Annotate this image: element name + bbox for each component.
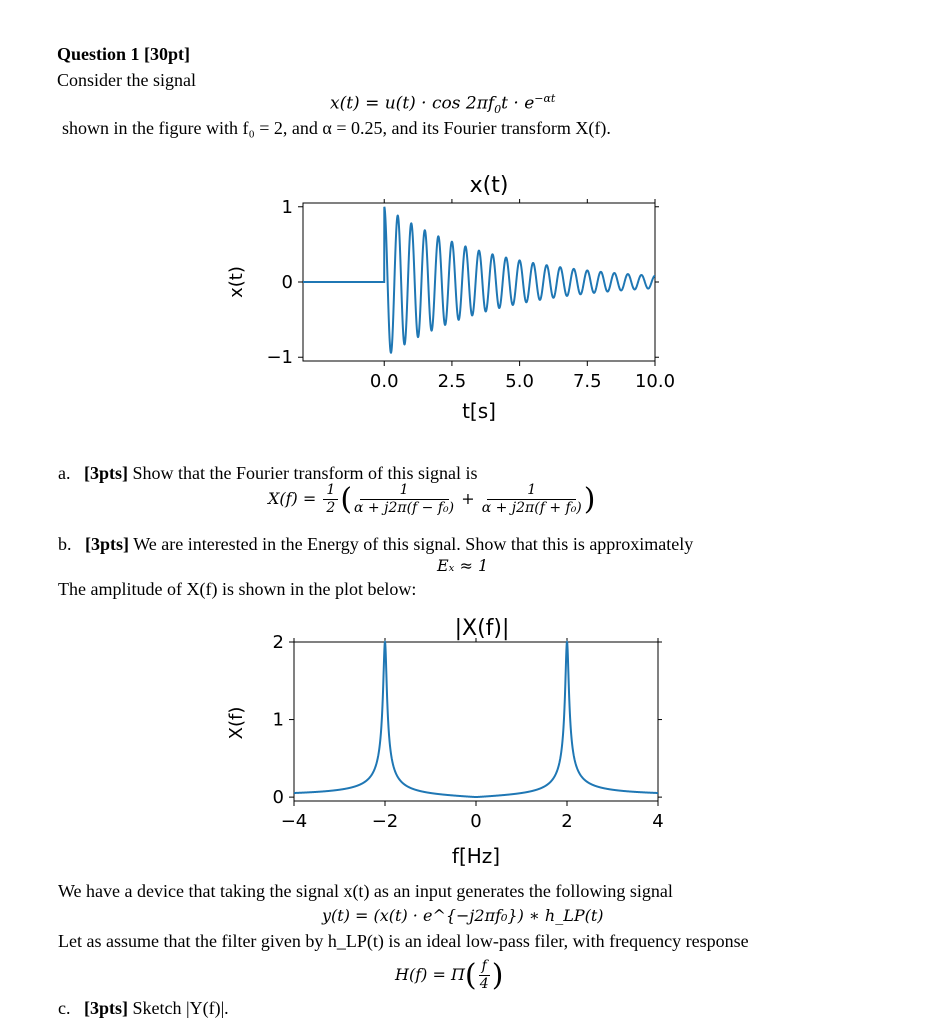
plot-frame [294,642,658,801]
chart-title: x(t) [469,173,509,198]
part-c: c. [3pts] Sketch |Y(f)|. [58,998,229,1018]
x-tick-label: 0 [470,811,482,832]
y-axis-label: x(t) [226,266,247,298]
y-tick-label: 0 [281,272,293,293]
signal-line [303,207,655,353]
shown-text: shown in the figure with f₀ = 2, and α = 0.25, and its Fourier transform X(f). [62,118,611,138]
question-title: Question 1 [30pt] [57,44,191,64]
output-equation: y(t) = (x(t) · e^{−j2πf₀}) ∗ h_LP(t) [322,906,604,925]
x-tick-label: −2 [371,811,399,832]
x-axis-label: t[s] [462,399,496,423]
amplitude-text: The amplitude of X(f) is shown in the plot below: [58,579,417,599]
x-tick-label: 10.0 [634,371,676,392]
x-tick-label: 2.5 [437,371,467,392]
y-tick-label: 1 [281,196,293,218]
signal-plot [210,160,710,430]
y-tick-label: −1 [266,347,293,369]
y-tick-label: 1 [272,709,284,731]
x-tick-label: 7.5 [572,371,602,392]
fourier-equation: X(f) = $\frac{1}{2}$ ( $\frac{1}{\text{α + j2π(f − f₀)}}$ + $\frac{1}{\text{α + j2π(f + f₀)}}$ ) [268,482,596,517]
spectrum-plot [220,605,700,875]
chart-title: |X(f)| [454,616,510,641]
device-text: We have a device that taking the signal x(t) as an input generates the following signal [58,881,673,901]
x-axis-label: f[Hz] [451,844,501,868]
x-tick-label: 4 [652,811,664,832]
filter-text: Let as assume that the filter given by h_LP(t) is an ideal low-pass filer, with frequency response [58,931,749,951]
x-tick-label: 0.0 [369,371,399,392]
x-tick-label: −4 [280,811,308,832]
part-b: b. [3pts] We are interested in the Energy of this signal. Show that this is approximately [58,534,694,554]
energy-equation: Eₓ ≈ 1 [437,556,489,575]
y-axis-label: X(f) [226,706,247,740]
y-tick-label: 0 [272,787,284,809]
part-a: a. [3pts] Show that the Fourier transform of this signal is [58,463,478,483]
x-tick-label: 2 [561,811,573,832]
filter-equation: H(f) = Π( $\frac{f}{4}$ ) [395,958,504,993]
y-tick-label: 2 [272,632,284,653]
signal-equation: $x(t) = u(t) \cdot \cos 2\pi f_0t \cdot e^{-\alpha t}$ [330,92,556,117]
x-tick-label: 5.0 [505,371,534,392]
spectrum-line [294,642,658,797]
intro-text: Consider the signal [57,70,196,90]
